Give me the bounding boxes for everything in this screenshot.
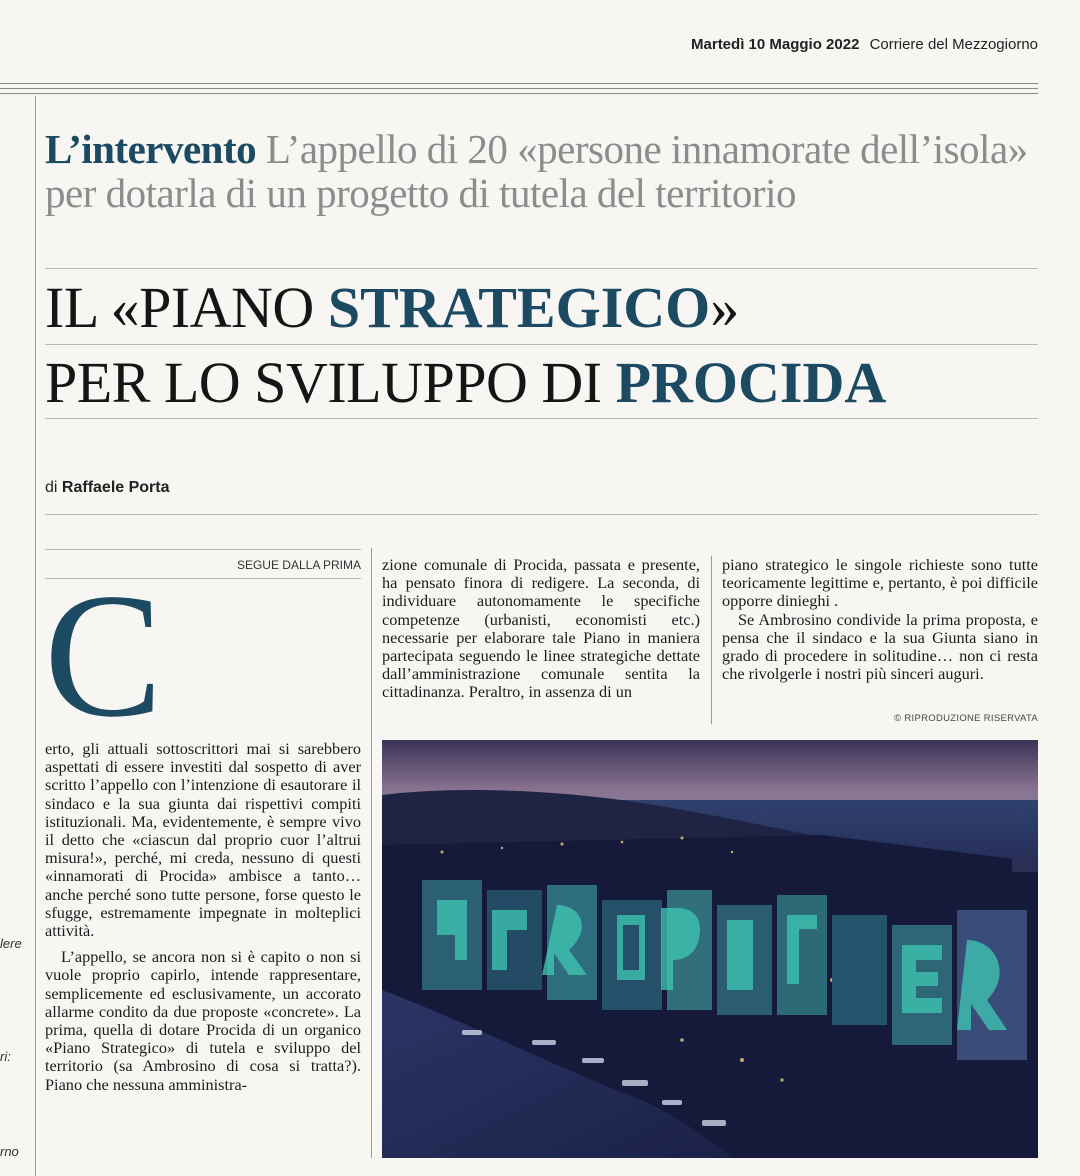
kicker-text: L’appello di 20 «persone innamorate dell’isola» per dotarla di un progetto di tutela del territorio xyxy=(45,126,1028,216)
copyright-notice: © RIPRODUZIONE RISERVATA xyxy=(894,713,1038,724)
paragraph: zione comunale di Procida, passata e presente, ha pensato finora di redigere. La seconda, di individuare autonomamente le specifiche competenze (urbanisti, economisti etc.) necessarie per elaborare tale Piano in maniera partecipata seguendo le linee strategiche dettate dall’amministrazione comunale sentita la cittadinanza. Peraltro, in assenza di un xyxy=(382,555,700,702)
title-rule xyxy=(45,418,1038,419)
drop-cap: C xyxy=(44,556,163,754)
procida-night-photo xyxy=(382,740,1038,1158)
issue-date: Martedì 10 Maggio 2022 xyxy=(691,36,860,53)
byline xyxy=(45,479,170,497)
article-column-2 xyxy=(382,556,700,702)
byline-prefix: di xyxy=(45,479,58,496)
kicker xyxy=(45,127,1045,215)
article-column-3 xyxy=(722,556,1038,683)
kicker-lead: L’intervento xyxy=(45,126,257,172)
headline-text: » xyxy=(710,275,739,340)
column-rule xyxy=(45,549,361,550)
byline-rule xyxy=(45,514,1038,515)
adjacent-article-fragment: ri: xyxy=(0,1049,11,1064)
adjacent-article-fragment: lere xyxy=(0,936,22,951)
headline-text: PER LO SVILUPPO DI xyxy=(45,350,616,415)
title-rule xyxy=(45,344,1038,345)
headline-text: IL «PIANO xyxy=(45,275,328,340)
column-divider xyxy=(711,556,712,724)
article-column-1 xyxy=(45,740,361,1094)
title-rule xyxy=(45,268,1038,269)
headline-highlight: PROCIDA xyxy=(615,350,887,415)
header-rule xyxy=(0,93,1038,94)
left-column-divider xyxy=(35,96,36,1176)
paragraph: L’appello, se ancora non si è capito o non si vuole proprio capirlo, intende rappresentare, semplicemente ed esclusivamente, un accorato allarme condito da due proposte «concrete». La prima, quella di dotare Procida di un organico «Piano Strategico» di tutela e sviluppo del territorio (sa Ambrosino di cosa si tratta?). Piano che nessuna amministra- xyxy=(45,947,361,1094)
headline-line-2 xyxy=(45,351,886,415)
author-name: Raffaele Porta xyxy=(61,479,170,496)
headline-line-1 xyxy=(45,276,739,340)
newspaper-name: Corriere del Mezzogiorno xyxy=(869,36,1038,53)
header-rule xyxy=(0,88,1038,89)
paragraph: erto, gli attuali sottoscrittori mai si sarebbero aspettati di essere investiti dal sospetto di aver scritto l’appello con l’intenzione di esautorare il sindaco e la sua giunta dai rispettivi compiti istituzionali. Ma, evidentemente, è sempre vivo il detto che «ciascun dal proprio cuor l’altrui misura!», perché, mi creda, nessuno di questi «innamorati di Procida» ambisce a tanto… anche perché sono tutte persone, forse questo le sfugge, estremamente impegnate in molteplici attività. xyxy=(45,739,361,941)
paragraph: piano strategico le singole richieste sono tutte teoricamente legittime e, pertanto, è poi difficile opporre dinieghi . xyxy=(722,555,1038,611)
column-divider xyxy=(371,548,372,1158)
header-rule xyxy=(0,83,1038,84)
adjacent-article-fragment: rno xyxy=(0,1144,19,1159)
headline-highlight: STRATEGICO xyxy=(327,275,711,340)
paragraph: Se Ambrosino condivide la prima proposta, e pensa che il sindaco e la sua Giunta siano in grado di procedere in solitudine… non ci resta che rivolgerle i nostri più sinceri auguri. xyxy=(722,609,1038,684)
masthead xyxy=(691,36,1038,53)
continued-from-front: SEGUE DALLA PRIMA xyxy=(236,558,361,572)
